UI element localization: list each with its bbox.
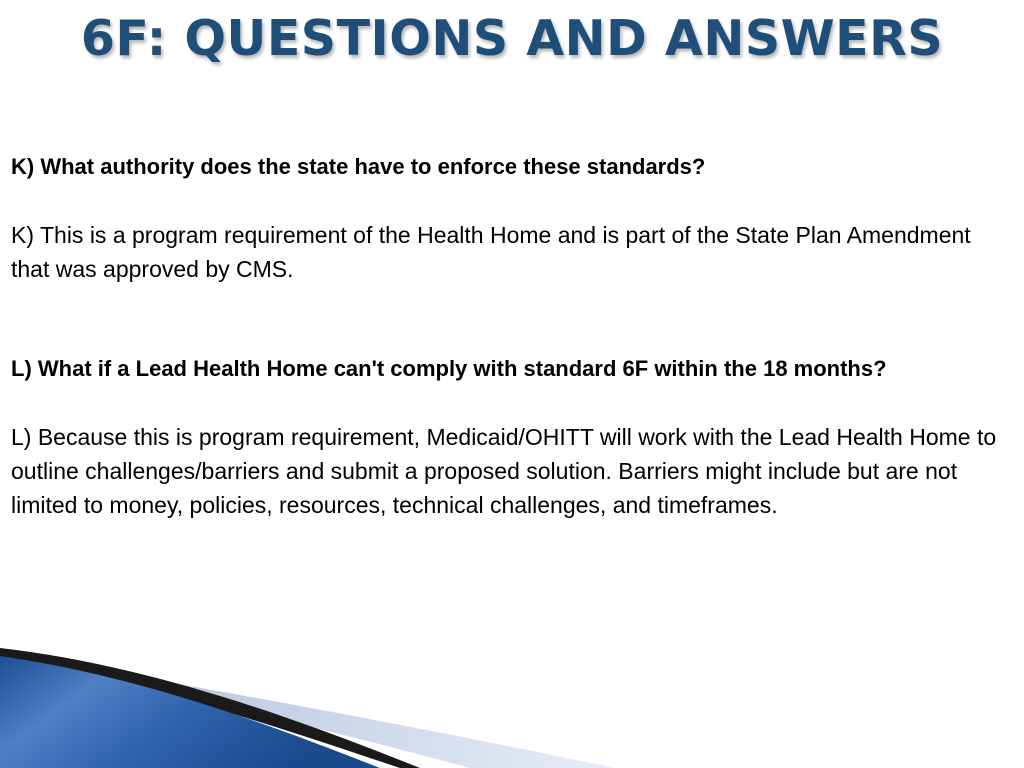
answer-k: K) This is a program requirement of the Health Home and is part of the State Plan Amendment that was approved by CMS. <box>11 222 971 282</box>
question-l: L) What if a Lead Health Home can't comply with standard 6F within the 18 months? <box>11 356 887 381</box>
answer-l: L) Because this is program requirement, Medicaid/OHITT will work with the Lead Health Home to outline challenges/barriers and submit a proposed solution. Barriers might include but are not limited to money, policies, resources, technical challenges, and timeframes. <box>11 424 997 518</box>
question-k: K) What authority does the state have to enforce these standards? <box>11 154 706 179</box>
slide-title: 6F: QUESTIONS AND ANSWERS <box>80 10 944 67</box>
qa-body <box>11 150 1011 522</box>
